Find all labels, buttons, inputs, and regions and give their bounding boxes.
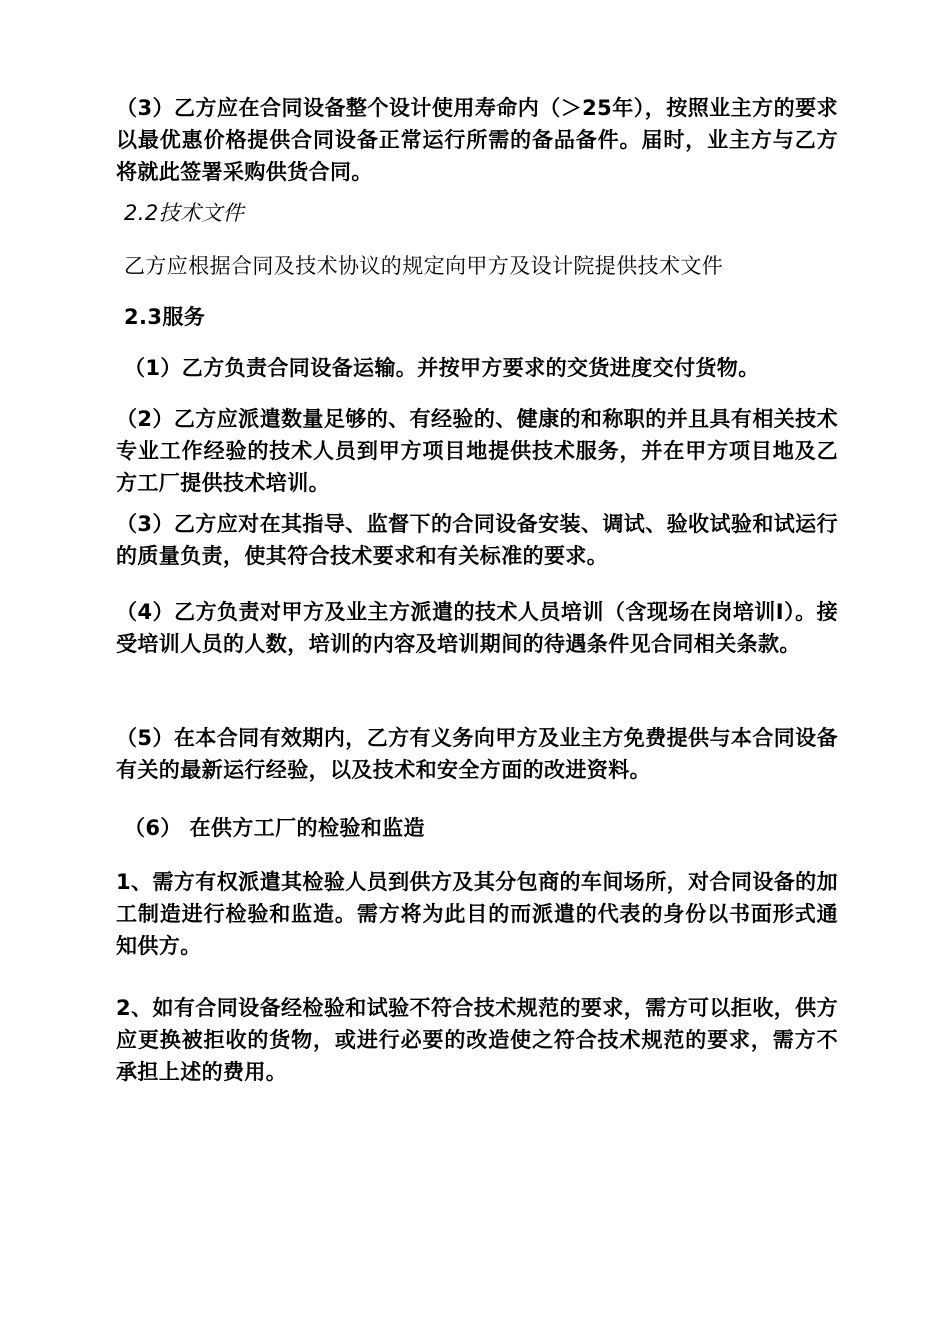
paragraph-inspection-heading: （6） 在供方工厂的检验和监造 (124, 816, 425, 840)
paragraph-operating-experience: （5）在本合同有效期内，乙方有义务向甲方及业主方免费提供与本合同设备有关的最新运行经验，以及技术和安全方面的改进资料。 (116, 726, 838, 782)
paragraph-technical-staff: （2）乙方应派遣数量足够的、有经验的、健康的和称职的并且具有相关技术专业工作经验的技术人员到甲方项目地提供技术服务，并在甲方项目地及乙方工厂提供技术培训。 (116, 407, 838, 495)
paragraph-rejection: 2、如有合同设备经检验和试验不符合技术规范的要求，需方可以拒收，供方应更换被拒收的货物，或进行必要的改造使之符合技术规范的要求，需方不承担上述的费用。 (116, 996, 838, 1084)
paragraph-training: （4）乙方负责对甲方及业主方派遣的技术人员培训（含现场在岗培训I）。接受培训人员的人数，培训的内容及培训期间的待遇条件见合同相关条款。 (116, 600, 838, 656)
section-heading-services: 2.3服务 (124, 305, 206, 329)
section-heading-technical-documents: 2.2技术文件 (124, 201, 245, 225)
paragraph-technical-documents: 乙方应根据合同及技术协议的规定向甲方及设计院提供技术文件 (124, 254, 724, 278)
paragraph-quality-responsibility: （3）乙方应对在其指导、监督下的合同设备安装、调试、验收试验和试运行的质量负责，使其符合技术要求和有关标准的要求。 (116, 512, 838, 568)
paragraph-spare-parts: （3）乙方应在合同设备整个设计使用寿命内（＞25年），按照业主方的要求以最优惠价格提供合同设备正常运行所需的备品备件。届时，业主方与乙方将就此签署采购供货合同。 (116, 96, 838, 184)
paragraph-transport: （1）乙方负责合同设备运输。并按甲方要求的交货进度交付货物。 (124, 356, 760, 380)
paragraph-inspection-rights: 1、需方有权派遣其检验人员到供方及其分包商的车间场所，对合同设备的加工制造进行检验和监造。需方将为此目的而派遣的代表的身份以书面形式通知供方。 (116, 870, 838, 958)
